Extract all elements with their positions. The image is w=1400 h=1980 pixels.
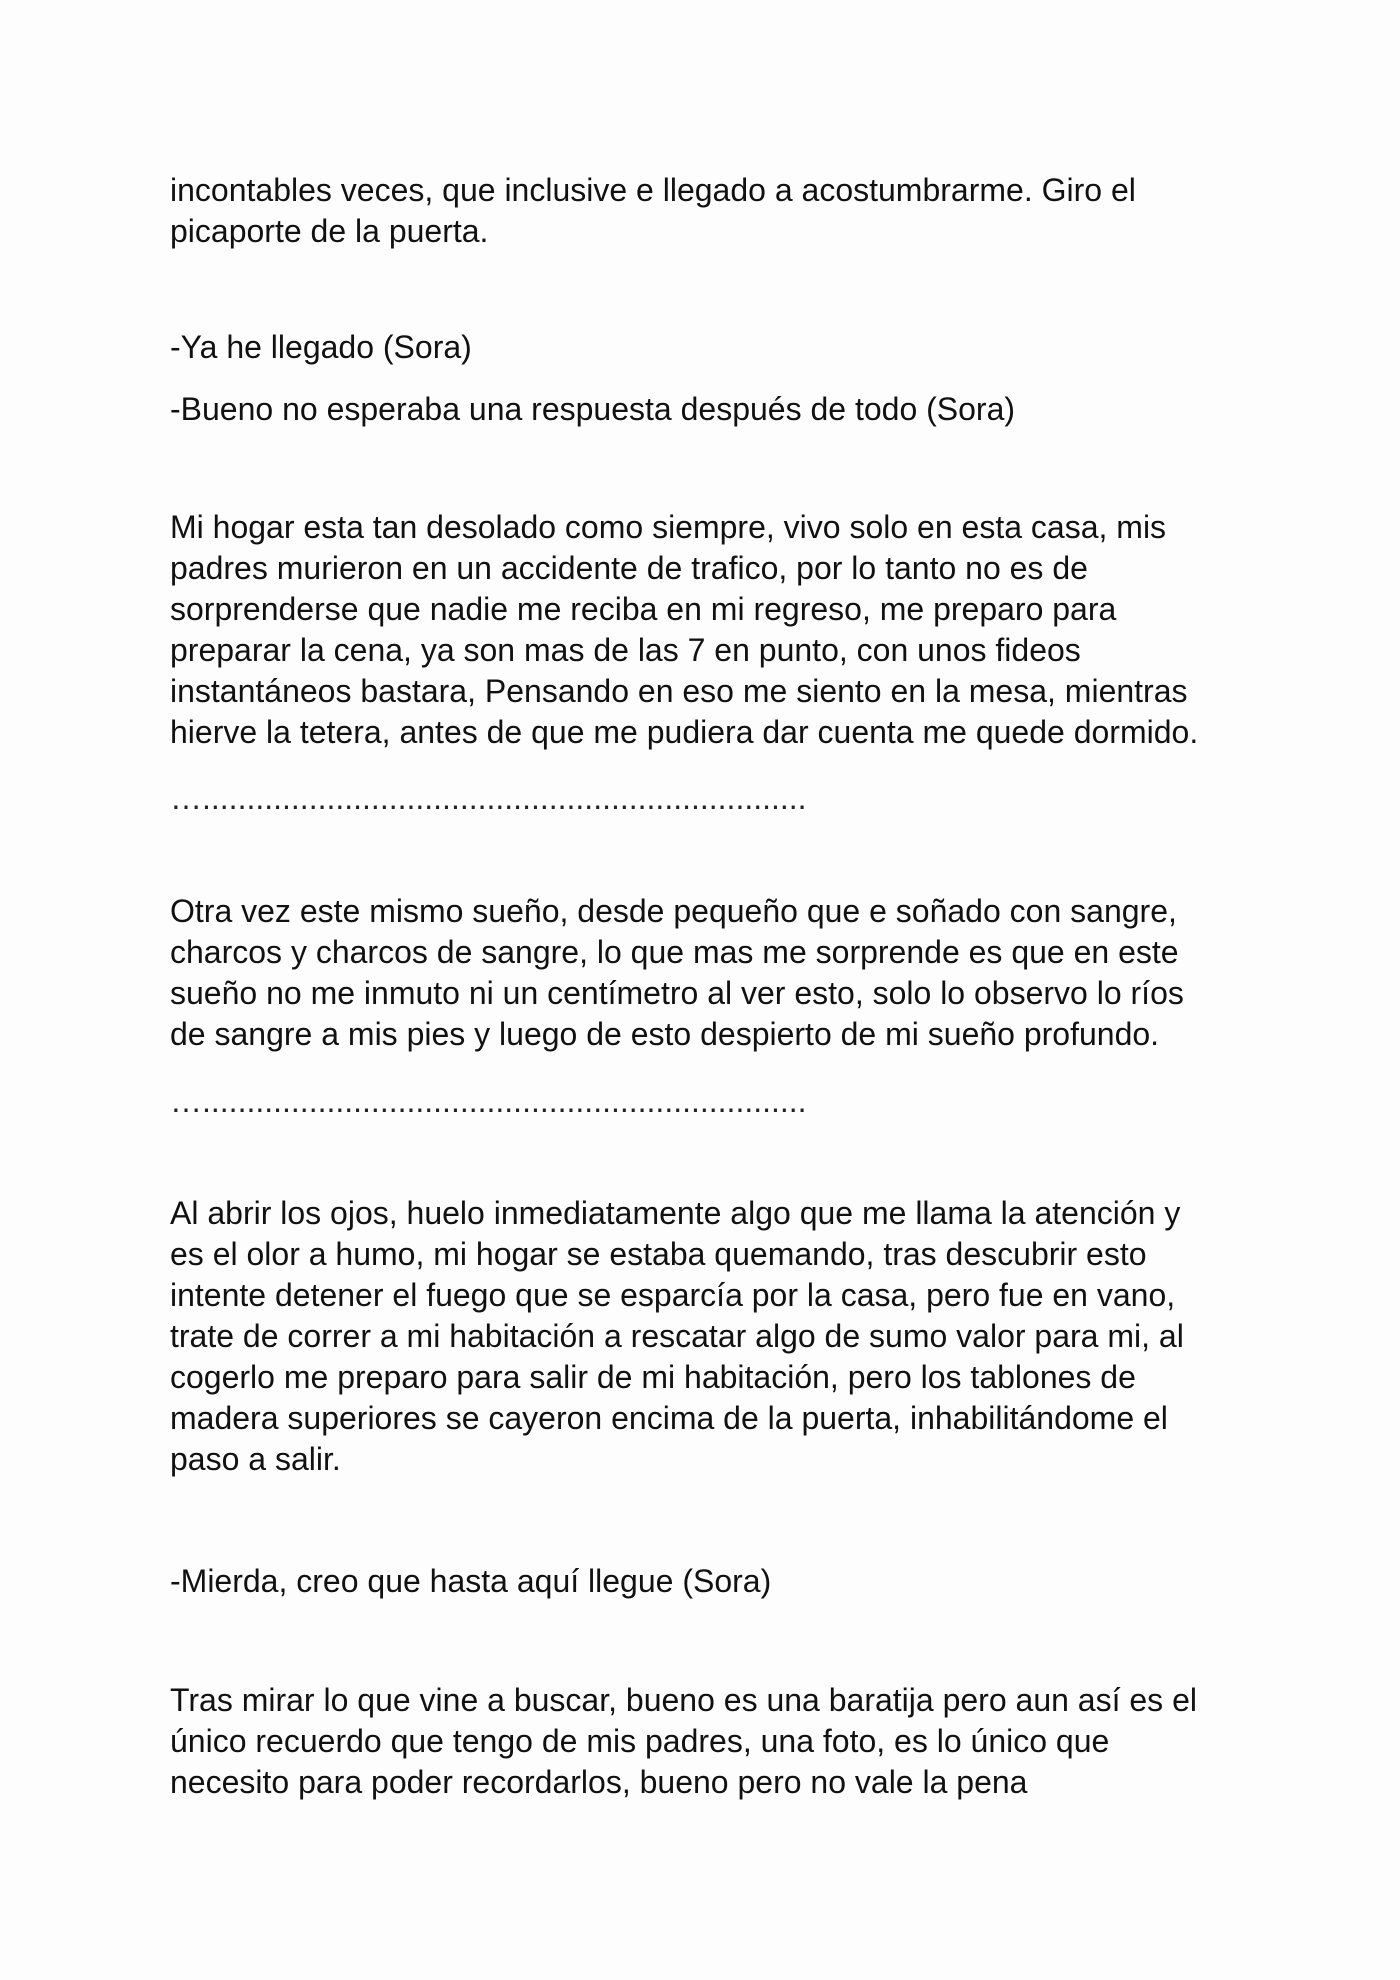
- dialogue-line-1: -Ya he llegado (Sora): [170, 329, 472, 365]
- scene-separator-2: …....................................................................: [170, 1083, 807, 1119]
- text-line: padres murieron en un accidente de trafico, por lo tanto no es de: [170, 550, 1088, 586]
- text-line: sorprenderse que nadie me reciba en mi regreso, me preparo para: [170, 591, 1117, 627]
- text-line: trate de correr a mi habitación a rescatar algo de sumo valor para mi, al: [170, 1318, 1184, 1354]
- text-line: es el olor a humo, mi hogar se estaba quemando, tras descubrir esto: [170, 1236, 1147, 1272]
- text-line: charcos y charcos de sangre, lo que mas me sorprende es que en este: [170, 934, 1179, 970]
- dialogue-line-2: -Bueno no esperaba una respuesta después de todo (Sora): [170, 391, 1016, 427]
- paragraph-5: [170, 1680, 1250, 1803]
- dialogue-line-3: -Mierda, creo que hasta aquí llegue (Sora): [170, 1563, 772, 1599]
- text-line: Mi hogar esta tan desolado como siempre, vivo solo en esta casa, mis: [170, 509, 1167, 545]
- text-line: picaporte de la puerta.: [170, 213, 489, 249]
- paragraph-4: [170, 1193, 1250, 1480]
- text-line: único recuerdo que tengo de mis padres, una foto, es lo único que: [170, 1723, 1110, 1759]
- text-line: paso a salir.: [170, 1441, 341, 1477]
- text-line: intente detener el fuego que se esparcía por la casa, pero fue en vano,: [170, 1277, 1176, 1313]
- paragraph-3: [170, 891, 1250, 1055]
- text-line: Tras mirar lo que vine a buscar, bueno es una baratija pero aun así es el: [170, 1682, 1197, 1718]
- text-line: necesito para poder recordarlos, bueno pero no vale la pena: [170, 1764, 1028, 1800]
- text-line: hierve la tetera, antes de que me pudiera dar cuenta me quede dormido.: [170, 714, 1199, 750]
- text-line: sueño no me inmuto ni un centímetro al ver esto, solo lo observo lo ríos: [170, 975, 1184, 1011]
- text-line: Otra vez este mismo sueño, desde pequeño que e soñado con sangre,: [170, 893, 1177, 929]
- text-line: Al abrir los ojos, huelo inmediatamente algo que me llama la atención y: [170, 1195, 1181, 1231]
- text-line: instantáneos bastara, Pensando en eso me siento en la mesa, mientras: [170, 673, 1188, 709]
- paragraph-1: [170, 170, 1250, 252]
- scene-separator-1: …....................................................................: [170, 780, 807, 816]
- text-line: cogerlo me preparo para salir de mi habitación, pero los tablones de: [170, 1359, 1136, 1395]
- text-line: madera superiores se cayeron encima de la puerta, inhabilitándome el: [170, 1400, 1168, 1436]
- text-line: de sangre a mis pies y luego de esto despierto de mi sueño profundo.: [170, 1016, 1160, 1052]
- paragraph-2: [170, 507, 1250, 753]
- text-line: preparar la cena, ya son mas de las 7 en punto, con unos fideos: [170, 632, 1081, 668]
- text-line: incontables veces, que inclusive e llegado a acostumbrarme. Giro el: [170, 172, 1136, 208]
